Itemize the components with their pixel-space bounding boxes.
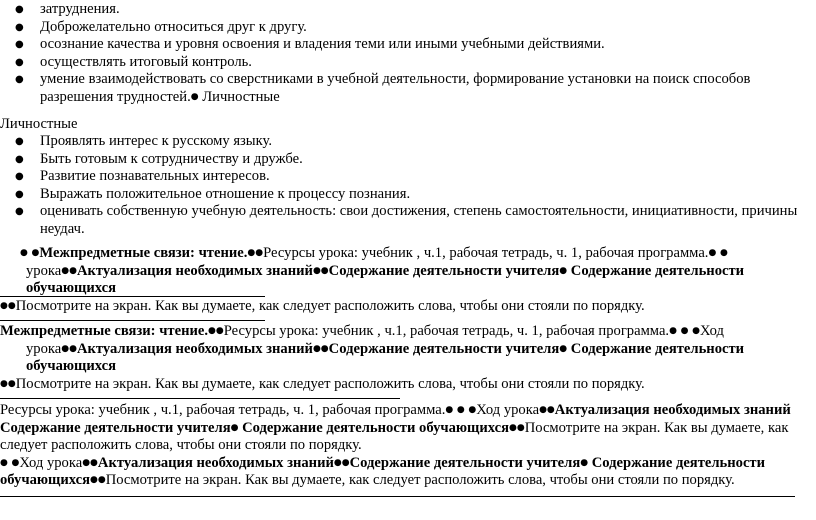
divider-line [0,296,265,297]
bullet-icon: ● [559,265,568,276]
bullet-icon: ● [230,422,239,433]
bullet-icon: ● [669,326,677,336]
bullet-icon: ● [31,248,40,258]
bullet-icon: ●● [0,300,16,311]
bullet-icon: ●● [61,265,77,276]
list-item: ● Проявлять интерес к русскому языку. [0,133,812,151]
lesson-paragraph-3: Ресурсы урока: учебник , ч.1, рабочая тетрадь, ч. 1, рабочая программа.● ● ●Ход урока●●Актуализация необходимых знаний Содержание деятельности учителя● Содержание деятельности обучающихся●●Посмотрите на экран. Как вы думаете, как следует расположить слова, чтобы они стояли по порядку. ● ●Ход урока●●Актуализация необходимых знаний●●Содержание деятельности учителя● Содержание деятельности обучающихся●●Посмотрите на экран. Как вы думаете, как следует расположить слова, чтобы они стояли по порядку. [0,402,791,488]
bullet-icon: ●● [333,457,350,468]
bullet-icon: ●● [509,422,525,433]
list-item: ● осознание качества и уровня освоения и владения теми или иными учебными действиями. [0,36,812,54]
list-item: ● Развитие познавательных интересов. [0,168,812,186]
bullet-icon: ● [20,248,28,258]
bullet-icon: ●● [90,475,106,485]
skills-list [0,1,812,106]
bullet-icon: ● [190,91,199,102]
bullet-icon: ● [580,457,589,468]
personal-list [0,133,812,238]
bullet-icon: ●● [312,343,329,354]
bullet-icon: ● [445,405,454,415]
bullet-icon: ●● [61,343,77,354]
bullet-icon: ●● [82,457,98,468]
inline-heading: Личностные [202,88,280,105]
section-heading: Личностные [0,116,78,132]
divider-line [0,398,400,399]
bullet-icon: ● [719,248,728,258]
list-item: ● Выражать положительное отношение к процессу познания. [0,186,812,204]
divider-line [0,320,265,321]
bullet-icon: ● [680,326,689,336]
bullet-icon: ● [468,405,477,415]
lesson-paragraph-1: ● ●Межпредметные связи: чтение.●●Ресурсы урока: учебник , ч.1, рабочая тетрадь, ч. 1, рабочая программа.● ● урока●●Актуализация необходимых знаний●●Содержание деятельности учителя● Содержание деятельности обучающихся ●●Посмотрите на экран. Как вы думаете, как следует расположить слова, чтобы они стояли по порядку. [0,245,745,314]
list-item: ● умение взаимодействовать со сверстниками в учебной деятельности, формирование установки на поиск способов разрешения трудностей.● Личностные [0,71,812,106]
list-item: ● оценивать собственную учебную деятельность: свои достижения, степень самостоятельности, инициативности, причины неудач. [0,203,812,238]
divider-line [0,496,795,497]
bullet-icon: ●● [208,326,224,336]
list-item: ● затруднения. [0,1,812,19]
bullet-icon: ● [708,248,717,258]
bullet-icon: ●● [312,265,329,276]
bullet-icon: ● [11,457,20,468]
bullet-icon: ● [692,326,700,336]
list-item: ● Быть готовым к сотрудничеству и дружбе. [0,151,812,169]
bullet-icon: ● [0,457,8,468]
list-item: ● Доброжелательно относиться друг к другу. [0,19,812,37]
lesson-paragraph-2: Межпредметные связи: чтение.●●Ресурсы урока: учебник , ч.1, рабочая тетрадь, ч. 1, рабочая программа.● ● ●Ход урока●●Актуализация необходимых знаний●●Содержание деятельности учителя● Содержание деятельности обучающихся ●●Посмотрите на экран. Как вы думаете, как следует расположить слова, чтобы они стояли по порядку. [0,323,745,392]
list-item: ● осуществлять итоговый контроль. [0,54,812,72]
bullet-icon: ●● [247,248,264,258]
bullet-icon: ● [456,405,465,415]
bullet-icon: ●● [539,405,555,415]
bullet-icon: ● [559,343,568,354]
bullet-icon: ●● [0,378,16,389]
